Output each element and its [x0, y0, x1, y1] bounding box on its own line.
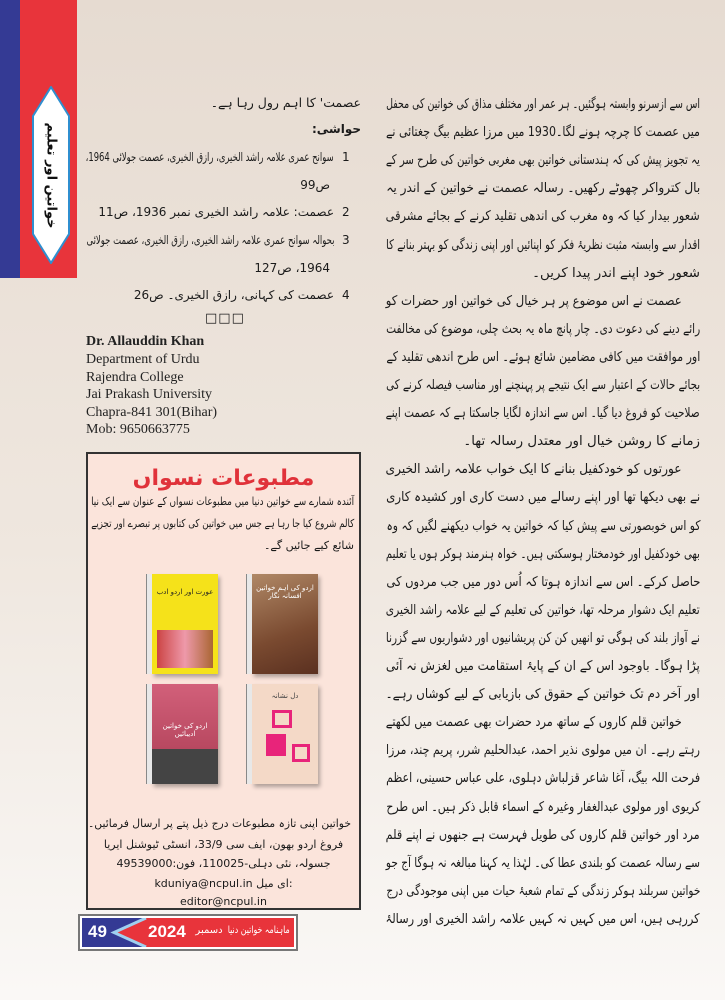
- email-link[interactable]: kduniya@ncpul.in: [154, 877, 253, 890]
- author-detail: Rajendra College: [86, 369, 184, 385]
- article-line: بجائے حالات کے اعتبار سے ایک نتیجے پر پہنچنے اور مناسب فیصلہ کرنے کی: [386, 378, 700, 393]
- closing-line: عصمت' کا اہم رول رہا ہے۔: [210, 95, 361, 110]
- article-line-row: [386, 207, 700, 227]
- author-detail: Mob: 9650663775: [86, 422, 190, 437]
- article-line: اور موافقت میں کافی مضامین شائع ہوئے۔ اس طرح اندھی تقلید کے: [386, 350, 700, 365]
- article-line-row: [386, 95, 700, 115]
- section-label-text: خواتین اور تعلیم: [43, 122, 59, 228]
- email-row: [93, 876, 354, 892]
- issue-year: 2024: [148, 922, 186, 941]
- footnote-number: 1: [342, 150, 350, 164]
- footnote-text: عصمت: علامہ راشد الخیری نمبر 1936، ص11: [98, 205, 334, 219]
- footnote-text-row: [220, 259, 330, 277]
- author-detail: Jai Prakash University: [86, 387, 212, 402]
- announcement-intro-row: [90, 516, 354, 532]
- article-line: اقدار سے وابستہ مثبت نظریۂ فکر کو اپنائیں اور اپنی زندگی کو بہتر بنانے کا: [385, 238, 700, 253]
- article-line-row: [386, 517, 700, 537]
- article-line: میں عصمت کا چرچہ ہونے لگا۔1930 میں مرزا عظیم بیگ چغتائی نے: [385, 125, 700, 140]
- magazine-name: ماہنامہ خواتین دنیا: [228, 925, 290, 936]
- submission-request-row: [88, 816, 354, 832]
- article-line: اس سے ازسرنو وابستہ ہوگئیں۔ ہر عمر اور مختلف مذاق کی خواتین کی محفل: [386, 97, 700, 112]
- article-line: مرد اور خواتین قلم کاروں کی طویل فہرست ہے جنھوں نے اپنے قلم: [385, 828, 700, 843]
- article-line: کو اس خوبصورتی سے پیش کیا کہ خواتین یہ خواب دیکھنے لگیں کہ وہ: [385, 519, 700, 534]
- article-line: خواتین سربلند ہوکر زندگی کے تمام شعبۂ حیات میں اپنی موجودگی درج: [386, 884, 700, 899]
- announcement-intro-row: [93, 538, 354, 554]
- footnote-text-row: [86, 203, 334, 221]
- article-line-row: [386, 629, 700, 649]
- author-detail: Department of Urdu: [86, 352, 200, 367]
- footnote-text-row: [86, 148, 334, 166]
- email-link[interactable]: editor@ncpul.in: [180, 895, 267, 908]
- article-line: عصمت نے اس موضوع پر ہر خیال کی خواتین اور حضرات کو: [385, 294, 682, 309]
- article-line-row: [386, 292, 682, 312]
- book-cover: [152, 574, 218, 674]
- article-line-row: [386, 685, 700, 705]
- article-line-row: [386, 545, 700, 565]
- email-label: ای میل:: [256, 877, 293, 890]
- article-line-row: [386, 348, 700, 368]
- article-line-row: [386, 657, 700, 677]
- submission-request: خواتین اپنی تازہ مطبوعات درج ذیل پتے پر ارسال فرمائیں۔: [88, 817, 352, 830]
- footnote-text: 1964، ص127: [254, 261, 330, 275]
- author-detail: Chapra-841 301(Bihar): [86, 404, 218, 420]
- article-line-row: [386, 376, 700, 396]
- article-line-row: [386, 573, 700, 593]
- footnote-text: عصمت کی کہانی، رازق الخیری۔ ص26: [133, 288, 334, 302]
- article-line: شعور بیدار کیا کہ وہ مغرب کی اندھی تقلید کرنے کے بجائے مشرقی: [386, 209, 700, 224]
- article-line: زمانے کا روشن خیال اور معتدل رسالہ تھا۔: [463, 434, 700, 449]
- article-line: پڑا ہوگا۔ باوجود اس کے ان کے پایۂ استقامت میں لغزش نہ آئی: [385, 659, 700, 674]
- footnote-text: ص99: [300, 178, 330, 192]
- address-line: فروغ اردو بھون، ایف سی 33/9، انسٹی ٹیوشنل ایریا: [103, 838, 344, 851]
- article-line: کررہی ہیں، اس میں کہیں نہ کہیں علامہ راشد الخیری اور رسالۂ: [385, 912, 700, 927]
- article-line-row: [386, 601, 700, 621]
- article-line-row: [386, 798, 700, 818]
- book-cover: [252, 574, 318, 674]
- announcement-title: مطبوعات نسواں: [132, 466, 315, 491]
- address-row: [93, 856, 354, 872]
- announcement-intro: کالم شروع کیا جا رہا ہے جس میں خواتین کی کتابوں پر تبصرے اور تجزیے: [90, 517, 354, 530]
- article-line: خواتین قلم کاروں کے ساتھ مرد حضرات بھی عصمت میں لکھتے: [386, 715, 682, 730]
- article-line-row: [386, 826, 700, 846]
- article-line-row: [386, 882, 700, 902]
- book-title: اردو کی اہم خواتین افسانہ نگار: [256, 584, 314, 600]
- article-line-row: [386, 769, 700, 789]
- footnote-text-row: [86, 231, 334, 249]
- article-line-row: [386, 488, 700, 508]
- issue-month: دسمبر: [195, 925, 223, 936]
- article-line: بال کترواکر چھوٹے رکھیں۔ رسالہ عصمت نے خواتین کے اندر یہ: [386, 181, 700, 196]
- article-line: رائے دینے کی دعوت دی۔ چار پانچ ماہ یہ بحث چلی، موضوع کی مخالفت: [386, 322, 700, 337]
- book-cover: [152, 684, 218, 784]
- footnote-number: 2: [342, 205, 350, 219]
- article-line: سے رسالہ عصمت کو بلندی عطا کی۔ لہٰذا یہ کہنا مبالغہ نہ ہوگا آج جو: [385, 856, 700, 871]
- article-line: رہتے رہے۔ ان میں مولوی نذیر احمد، عبدالحلیم شرر، پریم چند، مرزا: [385, 743, 700, 758]
- article-line: حاصل کرکے۔ اس سے اندازہ ہوتا کہ اُس دور میں جب مردوں کی: [385, 575, 700, 590]
- article-line: کریوی اور مولوی عبدالغفار وغیرہ کے اسماء قابل ذکر ہیں۔ اس طرح: [386, 800, 700, 815]
- end-mark: □□□: [205, 311, 245, 326]
- footnote-text: بحوالہ سوانح عمری علامہ راشد الخیری، رازق الخیری، عصمت جولائی: [85, 233, 334, 247]
- article-line-row: [386, 179, 700, 199]
- announcement-intro-row: [93, 494, 354, 510]
- article-line: نے آواز بلند کی ہوگی تو انھیں کن کن پریشانیوں اور دشواریوں سے گزرنا: [386, 631, 700, 646]
- article-line: بھی خودکفیل اور خودمختار ہوسکتی ہیں۔ خواہ ہنرمند ہوکر ہوں یا تعلیم: [386, 547, 700, 562]
- book-title: عورت اور اردو ادب: [156, 588, 214, 596]
- article-line: اور آخر دم تک خواتین کے حقوق کی بازیابی کے لیے کوشاں رہے۔: [386, 687, 700, 702]
- article-line: عورتوں کو خودکفیل بنانے کا ایک خواب علامہ راشد الخیری: [385, 462, 682, 477]
- article-line: فرحت اللہ بیگ، آغا شاعر قزلباش دہلوی، علی عباس حسینی، اعظم: [386, 771, 700, 786]
- footnote-text-row: [220, 176, 330, 194]
- article-line-row: [386, 236, 700, 256]
- article-line: شعور خود اپنے اندر پیدا کریں۔: [532, 266, 700, 281]
- announcement-box: [86, 452, 361, 910]
- magazine-name-row: [228, 925, 290, 936]
- page-footer: [78, 914, 298, 951]
- article-line: صلاحیت کو فروغ دیا گیا۔ اس سے اندازہ لگایا جاسکتا ہے کہ عصمت اپنے: [385, 406, 700, 421]
- announcement-intro: شائع کیے جائیں گے۔: [263, 539, 354, 552]
- article-line-row: [386, 713, 682, 733]
- footnote-number: 3: [342, 233, 350, 247]
- notes-heading: حواشی:: [311, 122, 361, 136]
- article-line: نے بھی دیکھا تھا اور اپنے رسالے میں دست کاری اور کشیدہ کاری: [385, 490, 700, 505]
- article-line-row: [386, 151, 700, 171]
- address-line: جسولہ، نئی دہلی-110025، فون:49539000: [116, 857, 331, 870]
- footnote-number: 4: [342, 288, 350, 302]
- article-line: یہ تجویز پیش کی کہ ہندستانی خواتین بھی مغربی خواتین کی طرح سر کے: [386, 153, 700, 168]
- article-line: تعلیم ایک دشوار مرحلہ تھا، خواتین کی تعلیم کے لیے علامہ راشد الخیری: [386, 603, 700, 618]
- article-line-row: [386, 460, 682, 480]
- article-line-row: [386, 432, 700, 452]
- book-title: دل نشانہ: [271, 692, 299, 700]
- article-line-row: [386, 910, 700, 930]
- article-line-row: [386, 404, 700, 424]
- footnote-text: سوانح عمری علامہ راشد الخیری، رازق الخیری، عصمت جولائی 1964،: [86, 150, 334, 164]
- address-row: [93, 837, 354, 853]
- announcement-intro: آئندہ شمارے سے خواتین دنیا میں مطبوعات نسواں کے عنوان سے ایک نیا: [91, 495, 354, 508]
- article-line-row: [386, 264, 700, 284]
- book-cover: [252, 684, 318, 784]
- book-title: اردو کی خواتین ادیبائیں: [162, 722, 208, 738]
- closing-line-row: [86, 94, 361, 112]
- notes-heading-row: [86, 120, 361, 138]
- article-line-row: [386, 854, 700, 874]
- article-line-row: [386, 741, 700, 761]
- article-line-row: [386, 320, 700, 340]
- author-name: Dr. Allauddin Khan: [86, 334, 205, 349]
- footnote-text-row: [86, 286, 334, 304]
- article-line-row: [386, 123, 700, 143]
- page-number: 49: [88, 922, 107, 941]
